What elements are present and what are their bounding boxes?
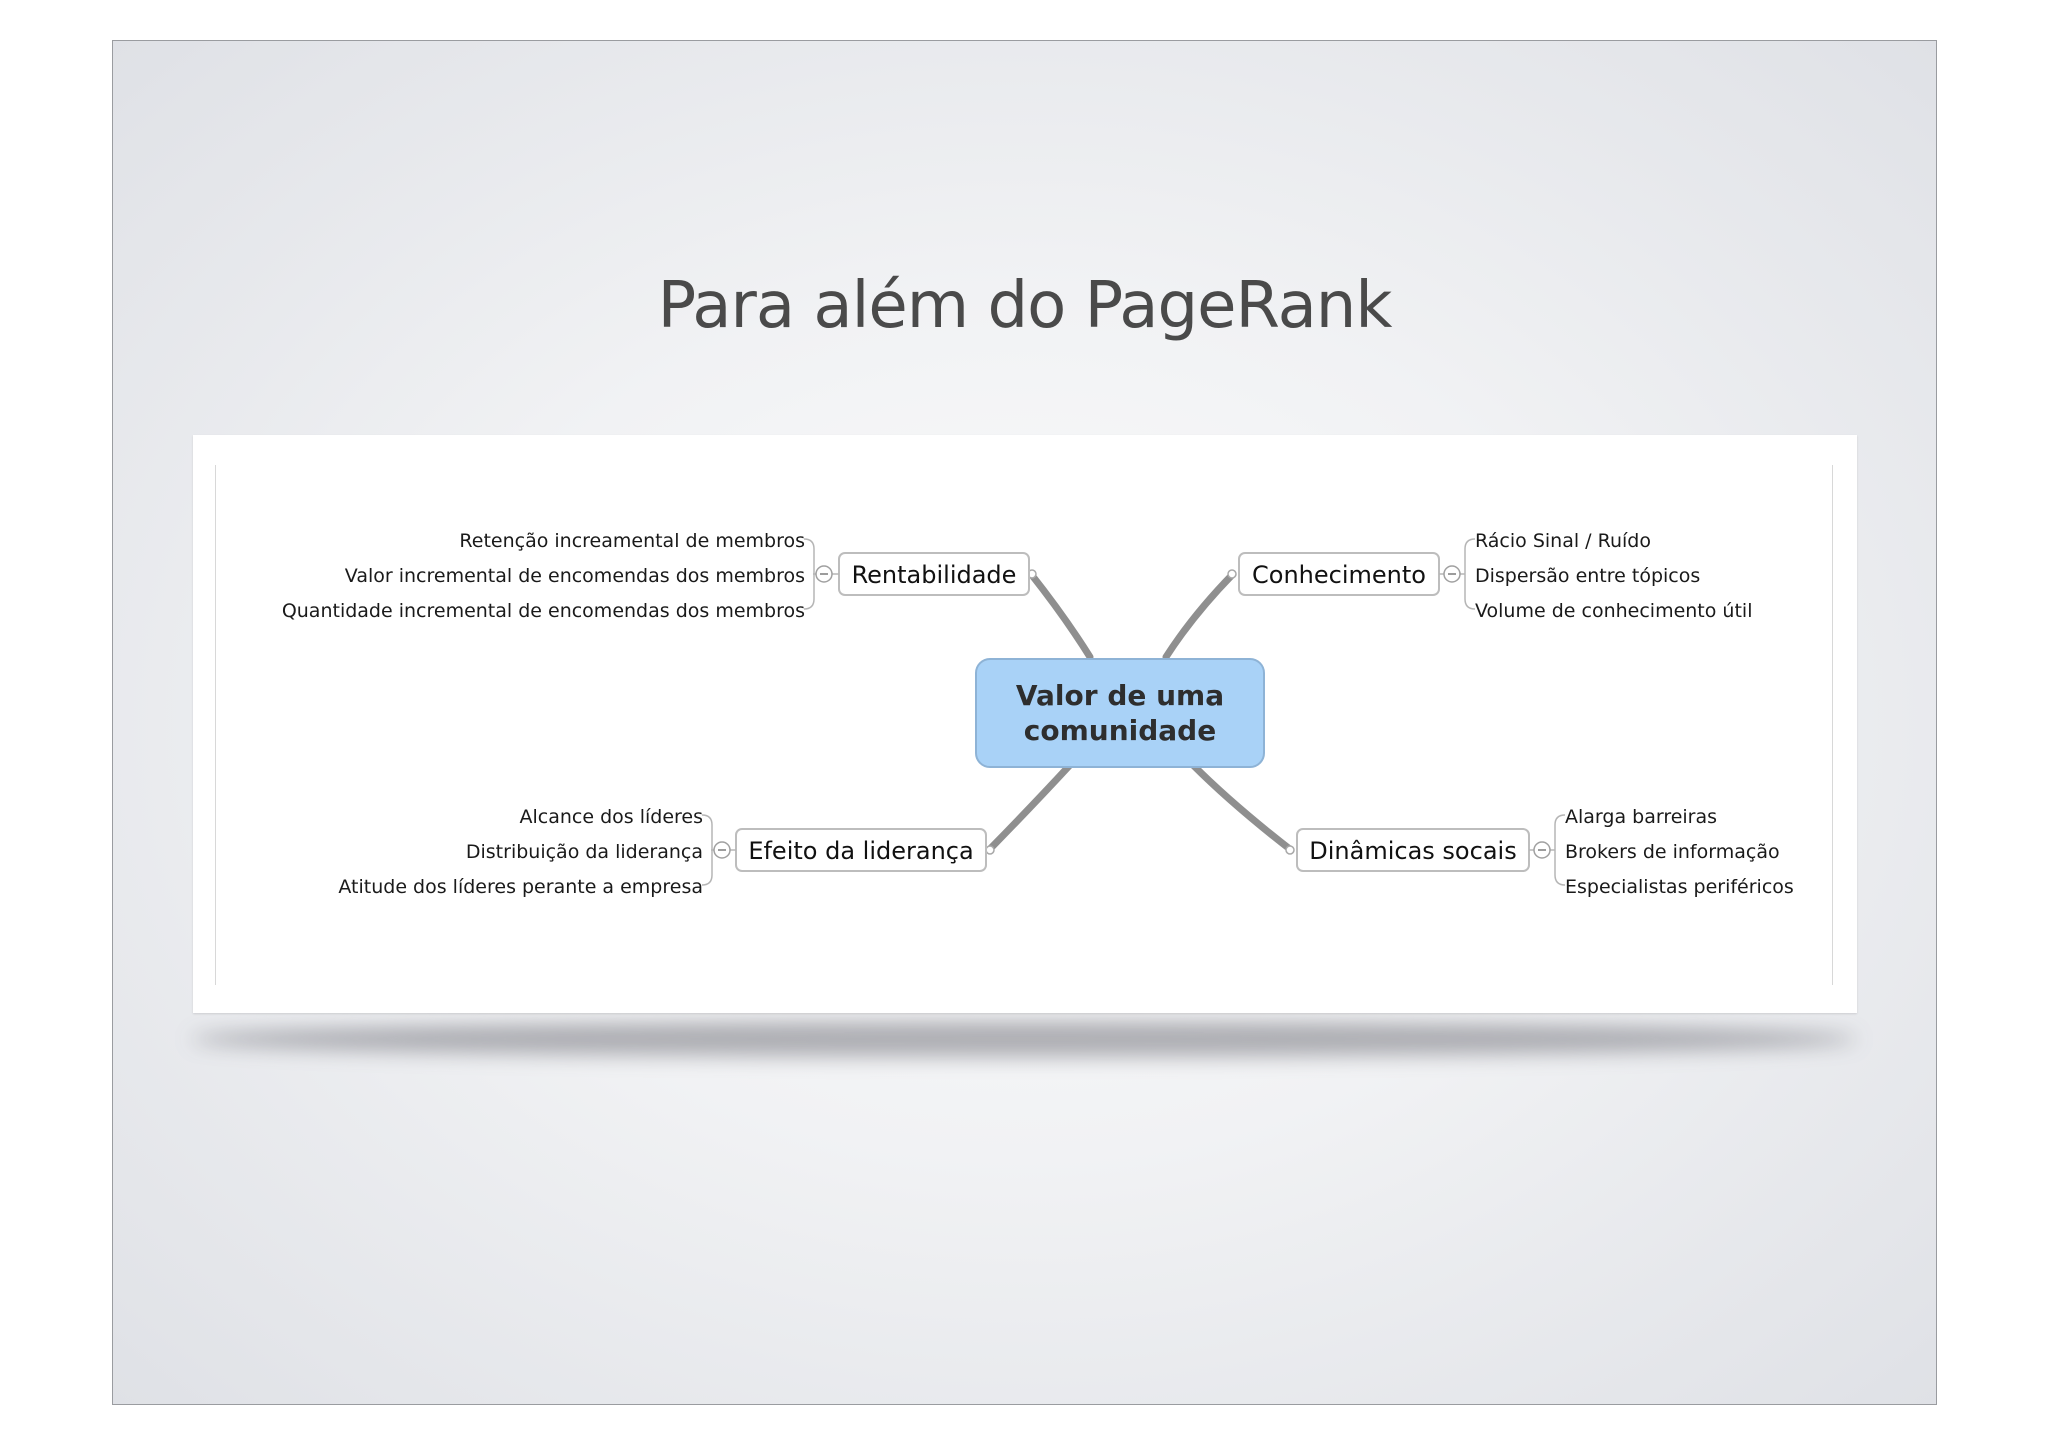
leaf-conhecimento-1: Rácio Sinal / Ruído: [1475, 530, 1651, 552]
leaf-rentabilidade-1: Retenção increamental de membros: [459, 530, 805, 552]
leaf-lideranca-2: Distribuição da liderança: [465, 841, 703, 863]
endpoint-conhecimento: [1228, 570, 1236, 578]
leaf-rentabilidade-2: Valor incremental de encomendas dos membros: [344, 565, 805, 587]
central-topic-line-1: Valor de uma: [1015, 679, 1225, 712]
leaf-dinamicas-3: Especialistas periféricos: [1565, 876, 1794, 898]
leaf-dinamicas-2: Brokers de informação: [1565, 841, 1780, 863]
branch-label-rentabilidade: Rentabilidade: [851, 561, 1017, 589]
collapse-toggle-lideranca[interactable]: [711, 842, 736, 858]
leaf-bracket-dinamicas: [1555, 815, 1565, 885]
slide-title: Para além do PageRank: [657, 269, 1392, 343]
leaf-bracket-conhecimento: [1465, 539, 1475, 609]
slide: [112, 40, 1937, 1405]
endpoint-dinamicas: [1286, 846, 1294, 854]
connector-lideranca: [989, 765, 1070, 850]
leaf-dinamicas-1: Alarga barreiras: [1565, 806, 1718, 828]
leaf-lideranca-1: Alcance dos líderes: [519, 806, 703, 828]
branch-conhecimento[interactable]: [1239, 553, 1439, 595]
branch-lideranca[interactable]: [736, 829, 986, 871]
collapse-toggle-rentabilidade[interactable]: [813, 566, 839, 582]
connector-rentabilidade: [1031, 574, 1090, 657]
connector-dinamicas: [1193, 765, 1291, 850]
central-topic[interactable]: [976, 659, 1264, 767]
connector-conhecimento: [1166, 574, 1233, 657]
collapse-toggle-dinamicas[interactable]: [1529, 842, 1555, 858]
leaf-lideranca-3: Atitude dos líderes perante a empresa: [338, 876, 703, 898]
branch-label-lideranca: Efeito da liderança: [748, 837, 974, 865]
mind-map-image: [193, 435, 1857, 1013]
leaf-rentabilidade-3: Quantidade incremental de encomendas dos membros: [281, 600, 805, 622]
branch-rentabilidade[interactable]: [839, 553, 1029, 595]
endpoint-lideranca: [986, 846, 994, 854]
leaf-bracket-lideranca: [702, 815, 712, 885]
central-topic-box: [976, 659, 1264, 767]
central-topic-line-2: comunidade: [1023, 714, 1217, 747]
branch-label-dinamicas: Dinâmicas socais: [1309, 837, 1517, 865]
mind-map: [193, 435, 1857, 1013]
mind-map-shadow: [191, 1021, 1857, 1057]
leaf-conhecimento-2: Dispersão entre tópicos: [1475, 565, 1701, 587]
branch-label-conhecimento: Conhecimento: [1252, 561, 1426, 589]
leaf-bracket-rentabilidade: [804, 539, 814, 609]
leaf-conhecimento-3: Volume de conhecimento útil: [1475, 600, 1753, 622]
branch-dinamicas[interactable]: [1297, 829, 1529, 871]
collapse-toggle-conhecimento[interactable]: [1439, 566, 1465, 582]
